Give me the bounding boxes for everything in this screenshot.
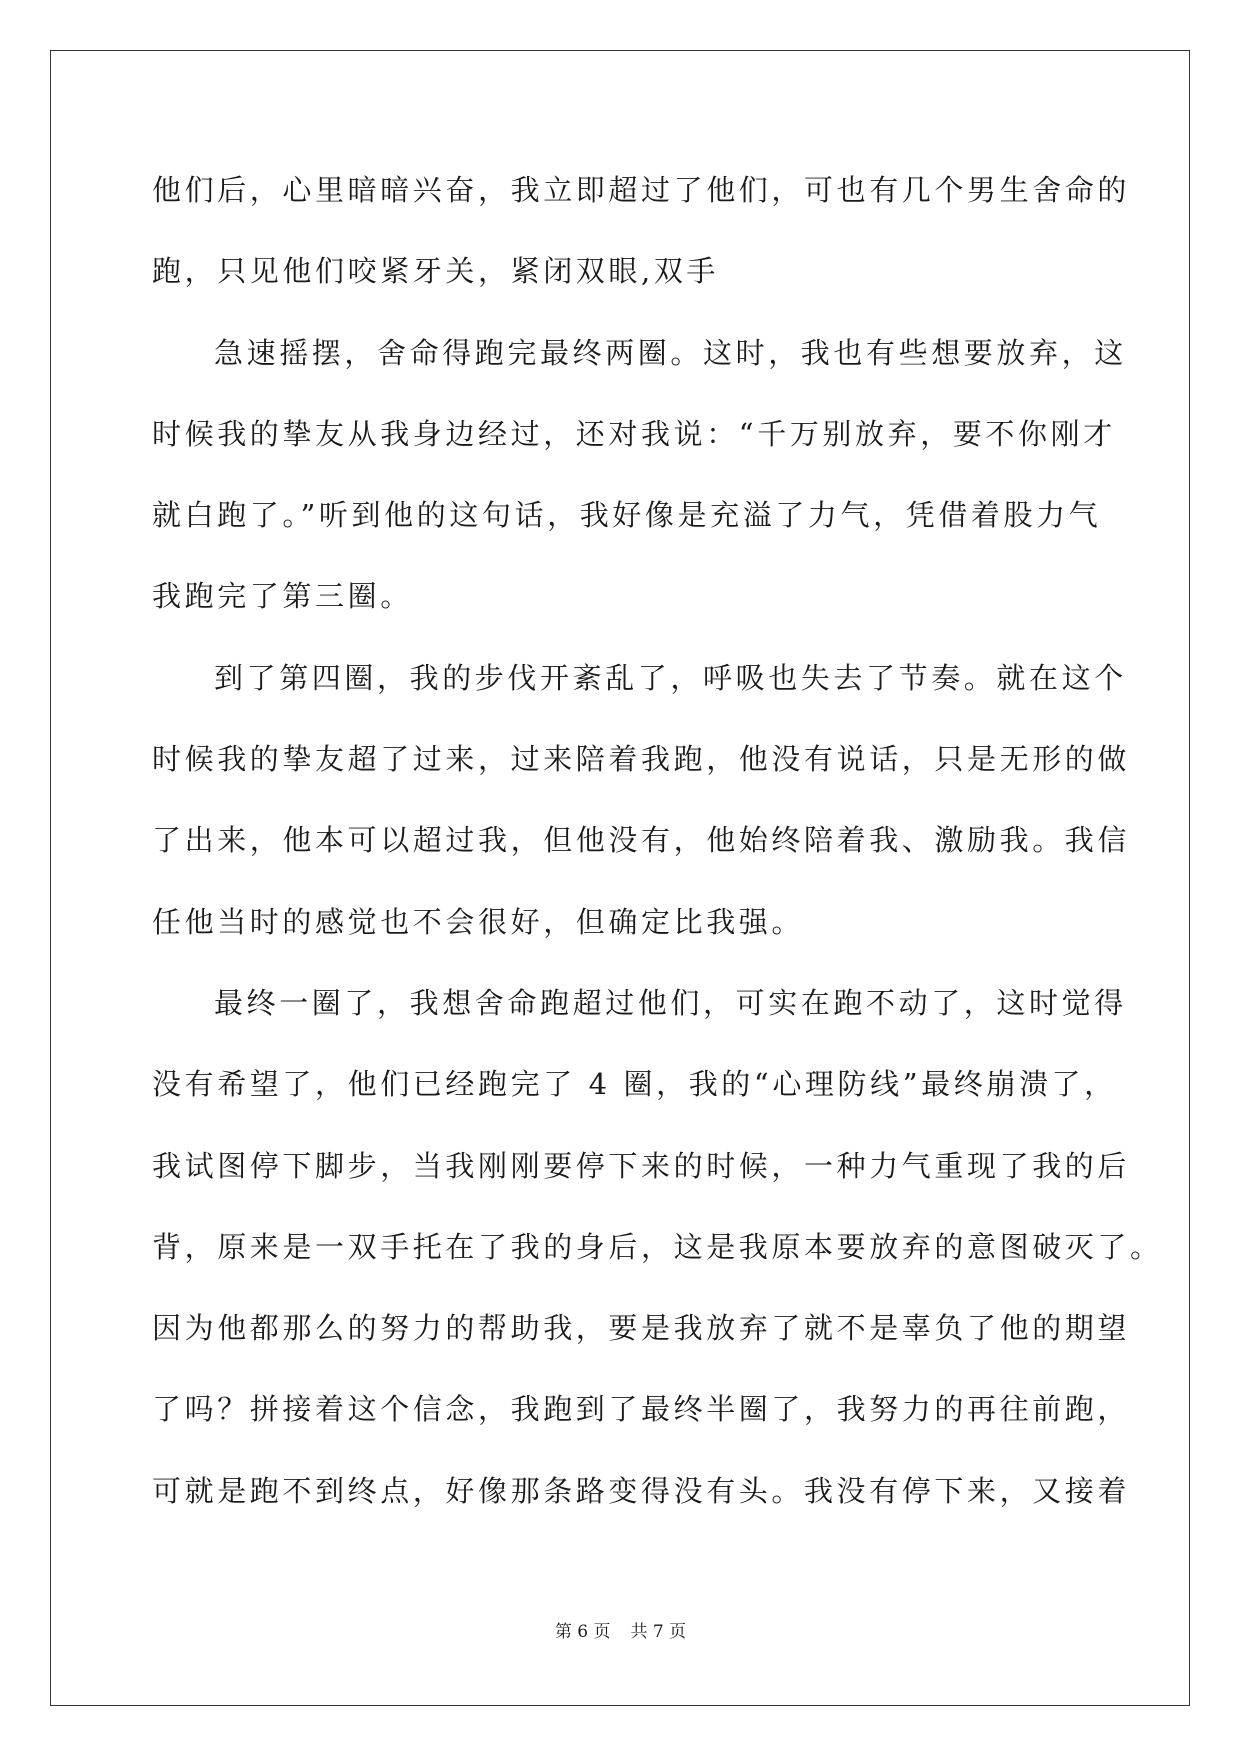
page-number: 第 6 页: [554, 1622, 611, 1642]
text-line: 了出来，他本可以超过我，但他没有，他始终陪着我、激励我。我信: [152, 823, 1131, 858]
paragraph-start-line: 最终一圈了，我想舍命跑超过他们，可实在跑不动了，这时觉得: [214, 985, 1127, 1020]
text-line: 因为他都那么的努力的帮助我，要是我放弃了就不是辜负了他的期望: [152, 1311, 1131, 1346]
text-line: 时候我的挚友从我身边经过，还对我说：“千万别放弃，要不你刚才: [152, 416, 1116, 451]
text-line: 他们后，心里暗暗兴奋，我立即超过了他们，可也有几个男生舍命的: [152, 173, 1131, 207]
text-line: 我跑完了第三圈。: [152, 579, 413, 614]
paragraph-start-line: 到了第四圈，我的步伐开紊乱了，呼吸也失去了节奏。就在这个: [214, 660, 1127, 695]
text-line: 没有希望了，他们已经跑完了 4 圈，我的“心理防线”最终崩溃了，: [152, 1067, 1117, 1102]
text-line: 背，原来是一双手托在了我的身后，这是我原本要放弃的意图破灭了。: [152, 1229, 1163, 1264]
text-line: 任他当时的感觉也不会很好，但确定比我强。: [152, 904, 805, 939]
text-line: 可就是跑不到终点，好像那条路变得没有头。我没有停下来，又接着: [152, 1473, 1131, 1508]
text-line: 了吗？拼接着这个信念，我跑到了最终半圈了，我努力的再往前跑，: [152, 1392, 1131, 1427]
page-footer: [0, 1620, 1241, 1644]
text-line: 我试图停下脚步，当我刚刚要停下来的时候，一种力气重现了我的后: [152, 1148, 1131, 1183]
paragraph-start-line: 急速摇摆，舍命得跑完最终两圈。这时，我也有些想要放弃，这: [214, 335, 1127, 370]
text-line: 跑，只见他们咬紧牙关，紧闭双眼,双手: [152, 254, 720, 289]
page-total: 共 7 页: [630, 1622, 687, 1642]
text-line: 就白跑了。”听到他的这句话，我好像是充溢了力气，凭借着股力气: [152, 498, 1102, 533]
document-body: [152, 162, 1163, 1544]
text-line: 时候我的挚友超了过来，过来陪着我跑，他没有说话，只是无形的做: [152, 742, 1131, 777]
